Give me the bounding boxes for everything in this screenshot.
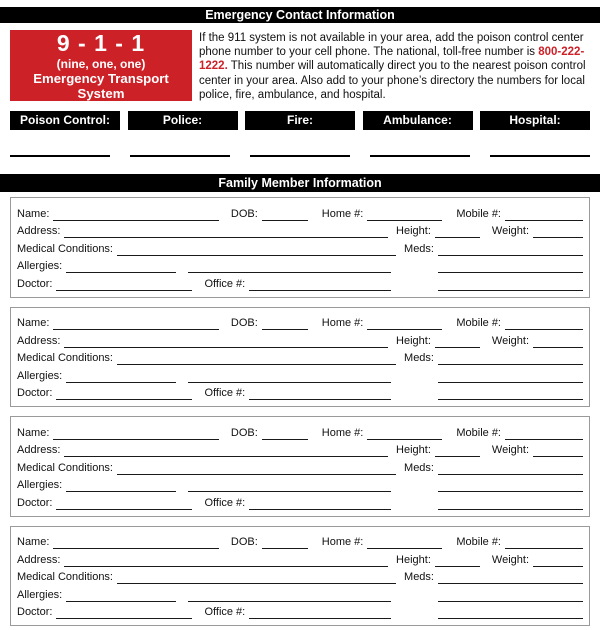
mobile-phone-field[interactable] <box>505 537 583 549</box>
office-phone-field[interactable] <box>249 498 391 510</box>
member-row-allergies <box>17 365 583 383</box>
medical-conditions-label: Medical Conditions: <box>17 242 113 255</box>
name-label: Name: <box>17 317 50 330</box>
address-field[interactable] <box>64 555 388 567</box>
allergies-label: Allergies: <box>17 260 63 273</box>
family-member-header <box>0 174 600 192</box>
ambulance-number-field[interactable] <box>370 155 470 157</box>
meds-field[interactable] <box>438 572 583 584</box>
address-field[interactable] <box>64 445 388 457</box>
emergency-contacts-row <box>10 111 590 130</box>
meds-field-line-3[interactable] <box>438 607 583 619</box>
meds-field[interactable] <box>438 463 583 475</box>
911-panel <box>10 30 192 101</box>
height-field[interactable] <box>435 336 480 348</box>
contact-label-police: Police: <box>128 111 238 130</box>
mobile-phone-label: Mobile #: <box>456 536 501 549</box>
weight-label: Weight: <box>491 334 529 347</box>
dob-label: DOB: <box>230 207 258 220</box>
name-field[interactable] <box>53 318 218 330</box>
family-member-card <box>10 307 590 408</box>
allergies-field[interactable] <box>66 261 176 273</box>
dob-field[interactable] <box>262 428 308 440</box>
height-field[interactable] <box>435 226 480 238</box>
intro-section <box>10 30 590 102</box>
member-row-identity <box>17 422 583 440</box>
medical-conditions-label: Medical Conditions: <box>17 352 113 365</box>
member-row-identity <box>17 532 583 550</box>
family-member-card <box>10 526 590 627</box>
allergies-field-line-2[interactable] <box>188 590 391 602</box>
meds-label: Meds: <box>404 461 434 474</box>
weight-label: Weight: <box>491 553 529 566</box>
address-label: Address: <box>17 334 61 347</box>
member-row-medical <box>17 348 583 366</box>
mobile-phone-label: Mobile #: <box>456 426 501 439</box>
name-field[interactable] <box>53 209 218 221</box>
meds-field-line-3[interactable] <box>438 388 583 400</box>
dob-label: DOB: <box>230 317 258 330</box>
member-row-allergies <box>17 475 583 493</box>
allergies-field-line-2[interactable] <box>188 261 391 273</box>
poison-control-number-field[interactable] <box>10 155 110 157</box>
weight-field[interactable] <box>533 336 583 348</box>
height-label: Height: <box>396 225 431 238</box>
medical-conditions-label: Medical Conditions: <box>17 461 113 474</box>
mobile-phone-field[interactable] <box>505 428 583 440</box>
name-label: Name: <box>17 426 50 439</box>
member-row-allergies <box>17 256 583 274</box>
intro-text-after: This number will automatically direct you to the nearest poison control center in your area. Also add to your phone’s directory the numbers for local police, fire, ambulance, and hospital. <box>199 60 586 101</box>
911-system-label: Emergency Transport System <box>33 70 169 101</box>
office-phone-label: Office #: <box>204 606 246 619</box>
emergency-contacts-blanks-row <box>10 155 590 157</box>
dob-field[interactable] <box>262 318 308 330</box>
emergency-contact-header <box>0 7 600 23</box>
doctor-field[interactable] <box>56 607 192 619</box>
meds-field-line-2[interactable] <box>438 261 583 273</box>
hospital-number-field[interactable] <box>490 155 590 157</box>
home-phone-label: Home #: <box>321 317 364 330</box>
address-label: Address: <box>17 225 61 238</box>
doctor-label: Doctor: <box>17 387 53 400</box>
name-label: Name: <box>17 536 50 549</box>
intro-paragraph <box>199 30 590 102</box>
member-row-doctor <box>17 383 583 401</box>
meds-label: Meds: <box>404 242 434 255</box>
member-row-address <box>17 549 583 567</box>
meds-field-line-3[interactable] <box>438 498 583 510</box>
family-member-card <box>10 416 590 517</box>
name-field[interactable] <box>53 428 218 440</box>
name-field[interactable] <box>53 537 218 549</box>
name-label: Name: <box>17 207 50 220</box>
home-phone-field[interactable] <box>367 428 442 440</box>
weight-field[interactable] <box>533 555 583 567</box>
home-phone-label: Home #: <box>321 207 364 220</box>
member-row-doctor <box>17 602 583 620</box>
address-label: Address: <box>17 444 61 457</box>
allergies-field[interactable] <box>66 371 176 383</box>
allergies-label: Allergies: <box>17 369 63 382</box>
height-label: Height: <box>396 553 431 566</box>
weight-field[interactable] <box>533 445 583 457</box>
allergies-field[interactable] <box>66 480 176 492</box>
home-phone-field[interactable] <box>367 209 442 221</box>
medical-conditions-field[interactable] <box>117 353 396 365</box>
office-phone-label: Office #: <box>204 387 246 400</box>
doctor-label: Doctor: <box>17 277 53 290</box>
doctor-label: Doctor: <box>17 496 53 509</box>
height-label: Height: <box>396 334 431 347</box>
member-row-identity <box>17 313 583 331</box>
office-phone-label: Office #: <box>204 496 246 509</box>
member-row-doctor <box>17 492 583 510</box>
meds-field-line-2[interactable] <box>438 480 583 492</box>
doctor-field[interactable] <box>56 498 192 510</box>
home-phone-label: Home #: <box>321 536 364 549</box>
dob-field[interactable] <box>262 209 308 221</box>
member-row-address <box>17 330 583 348</box>
meds-field[interactable] <box>438 353 583 365</box>
contact-label-fire: Fire: <box>245 111 355 130</box>
family-member-card <box>10 197 590 298</box>
height-field[interactable] <box>435 445 480 457</box>
medical-conditions-label: Medical Conditions: <box>17 571 113 584</box>
dob-label: DOB: <box>230 426 258 439</box>
meds-label: Meds: <box>404 352 434 365</box>
911-number: 9 - 1 - 1 <box>56 29 146 56</box>
allergies-label: Allergies: <box>17 588 63 601</box>
office-phone-label: Office #: <box>204 277 246 290</box>
contact-label-poison-control: Poison Control: <box>10 111 120 130</box>
meds-field-line-2[interactable] <box>438 371 583 383</box>
emergency-contact-title: Emergency Contact Information <box>205 8 395 22</box>
meds-label: Meds: <box>404 571 434 584</box>
height-field[interactable] <box>435 555 480 567</box>
member-row-identity <box>17 203 583 221</box>
medical-conditions-field[interactable] <box>117 463 396 475</box>
home-phone-field[interactable] <box>367 537 442 549</box>
dob-label: DOB: <box>230 536 258 549</box>
office-phone-field[interactable] <box>249 388 391 400</box>
poison-control-phone-number: 800-222-1222. <box>199 46 585 73</box>
allergies-field-line-2[interactable] <box>188 480 391 492</box>
meds-field-line-2[interactable] <box>438 590 583 602</box>
address-field[interactable] <box>64 226 388 238</box>
family-member-title: Family Member Information <box>218 176 382 191</box>
member-row-allergies <box>17 584 583 602</box>
home-phone-field[interactable] <box>367 318 442 330</box>
mobile-phone-label: Mobile #: <box>456 207 501 220</box>
office-phone-field[interactable] <box>249 279 391 291</box>
medical-conditions-field[interactable] <box>117 572 396 584</box>
member-row-medical <box>17 238 583 256</box>
allergies-field[interactable] <box>66 590 176 602</box>
height-label: Height: <box>396 444 431 457</box>
contact-label-ambulance: Ambulance: <box>363 111 473 130</box>
member-row-address <box>17 221 583 239</box>
911-number-words: (nine, one, one) <box>56 56 146 71</box>
mobile-phone-field[interactable] <box>505 209 583 221</box>
weight-field[interactable] <box>533 226 583 238</box>
doctor-label: Doctor: <box>17 606 53 619</box>
mobile-phone-field[interactable] <box>505 318 583 330</box>
dob-field[interactable] <box>262 537 308 549</box>
mobile-phone-label: Mobile #: <box>456 317 501 330</box>
allergies-field-line-2[interactable] <box>188 371 391 383</box>
allergies-label: Allergies: <box>17 479 63 492</box>
contact-label-hospital: Hospital: <box>480 111 590 130</box>
doctor-field[interactable] <box>56 388 192 400</box>
fire-number-field[interactable] <box>250 155 350 157</box>
address-label: Address: <box>17 553 61 566</box>
member-row-medical <box>17 567 583 585</box>
family-member-list <box>10 197 590 626</box>
member-row-address <box>17 440 583 458</box>
meds-field[interactable] <box>438 244 583 256</box>
home-phone-label: Home #: <box>321 426 364 439</box>
medical-conditions-field[interactable] <box>117 244 396 256</box>
office-phone-field[interactable] <box>249 607 391 619</box>
intro-text-before: If the 911 system is not available in your area, add the poison control center phone number to your cell phone. The national, toll-free number is <box>199 32 584 59</box>
weight-label: Weight: <box>491 225 529 238</box>
doctor-field[interactable] <box>56 279 192 291</box>
address-field[interactable] <box>64 336 388 348</box>
member-row-medical <box>17 457 583 475</box>
weight-label: Weight: <box>491 444 529 457</box>
member-row-doctor <box>17 273 583 291</box>
police-number-field[interactable] <box>130 155 230 157</box>
meds-field-line-3[interactable] <box>438 279 583 291</box>
